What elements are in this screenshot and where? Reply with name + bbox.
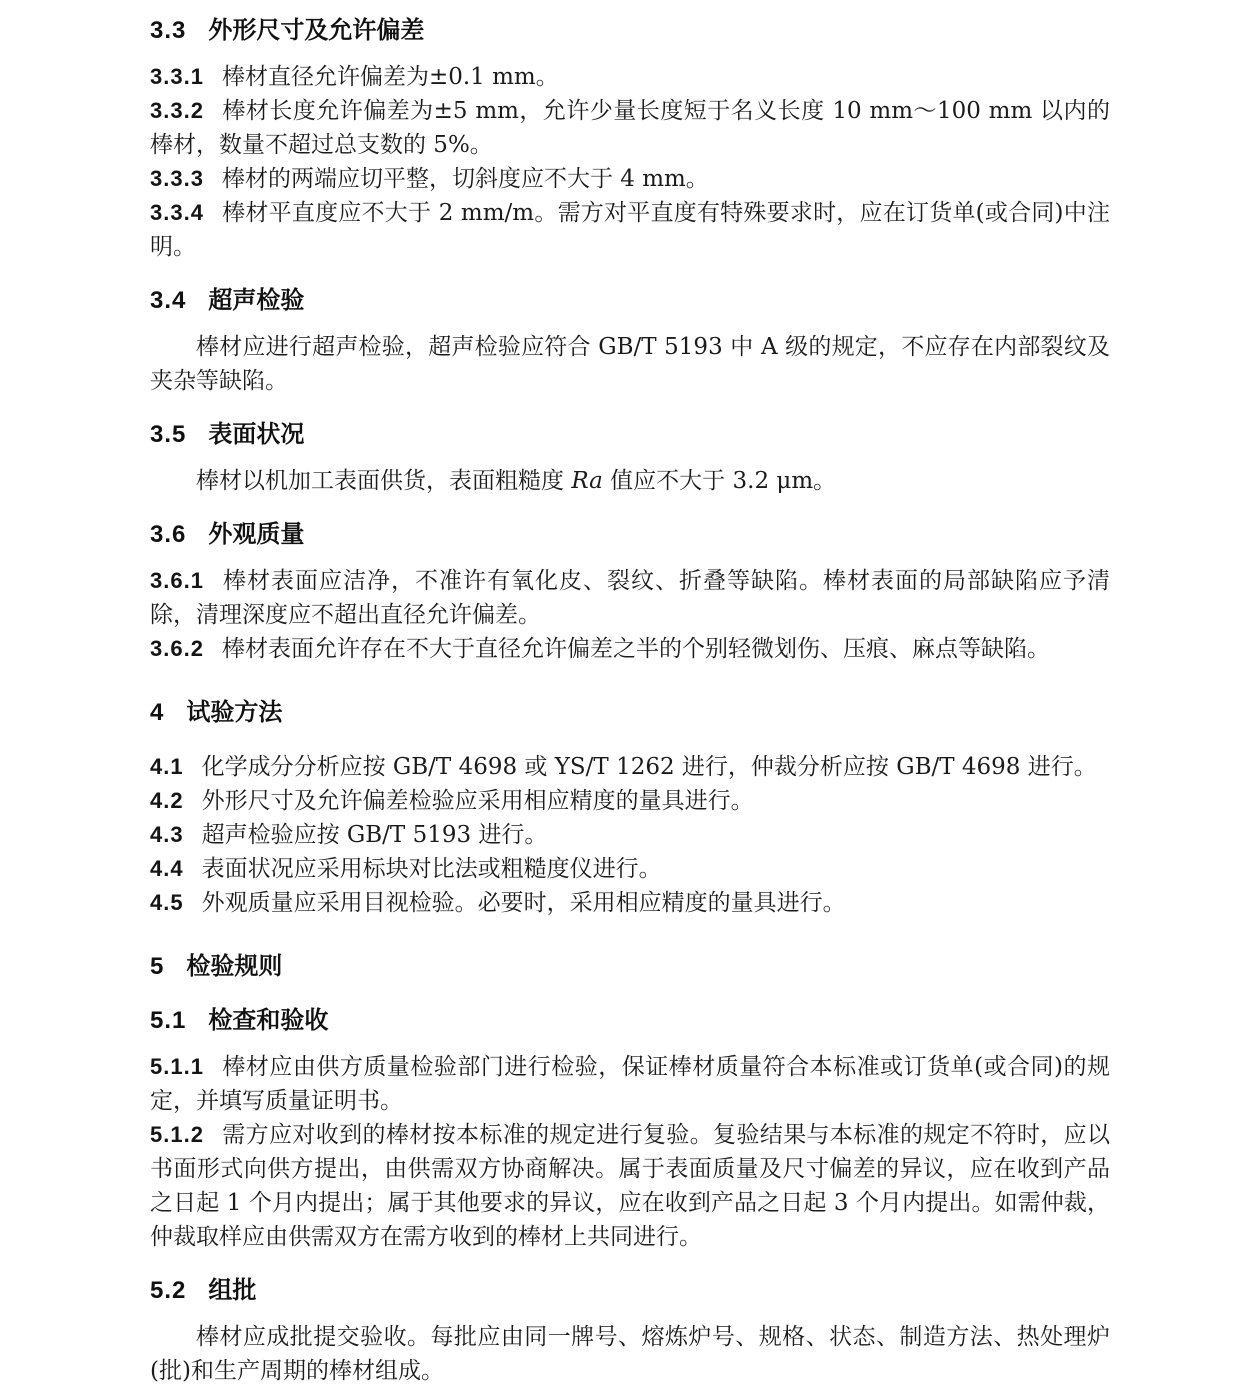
- section-heading-3-5: [150, 418, 1110, 452]
- clause-5-1-2: [150, 1118, 1110, 1254]
- clause-text: 棒材直径允许偏差为±0.1 mm。: [221, 64, 559, 90]
- clause-text: 超声检验应按 GB/T 5193 进行。: [201, 822, 548, 848]
- clause-4-4: [150, 852, 1110, 886]
- clause-number: 3.3.3: [150, 166, 204, 191]
- clause-text: 棒材的两端应切平整，切斜度应不大于 4 mm。: [221, 166, 709, 192]
- clause-number: 5.1.1: [150, 1054, 204, 1079]
- clause-3-3-1: [150, 60, 1110, 94]
- clause-text: 棒材表面应洁净，不准许有氧化皮、裂纹、折叠等缺陷。棒材表面的局部缺陷应予清除，清理深度应不超出直径允许偏差。: [150, 568, 1110, 628]
- section-heading-3-3: [150, 14, 1110, 48]
- clause-number: 4.4: [150, 856, 184, 881]
- section-number: 5.2: [150, 1277, 187, 1304]
- section-number: 3.6: [150, 521, 187, 548]
- clause-4-2: [150, 784, 1110, 818]
- clause-text: 棒材表面允许存在不大于直径允许偏差之半的个别轻微划伤、压痕、麻点等缺陷。: [221, 636, 1050, 662]
- paragraph-3-5: [150, 464, 1110, 498]
- clause-number: 3.6.1: [150, 568, 204, 593]
- chapter-number: 5: [150, 953, 165, 980]
- paragraph-text: 棒材应进行超声检验，超声检验应符合 GB/T 5193 中 A 级的规定，不应存在内部裂纹及夹杂等缺陷。: [150, 334, 1110, 394]
- clause-number: 4.3: [150, 822, 184, 847]
- clause-3-6-1: [150, 564, 1110, 632]
- clause-number: 4.5: [150, 890, 184, 915]
- section-heading-5-2: [150, 1274, 1110, 1308]
- clause-number: 4.2: [150, 788, 184, 813]
- clause-number: 5.1.2: [150, 1122, 204, 1147]
- clause-text: 外形尺寸及允许偏差检验应采用相应精度的量具进行。: [201, 788, 754, 814]
- section-number: 3.5: [150, 421, 187, 448]
- clause-3-6-2: [150, 632, 1110, 666]
- section-title: 表面状况: [208, 421, 305, 448]
- paragraph-text-post: 值应不大于 3.2 μm。: [602, 468, 837, 494]
- section-title: 外观质量: [208, 521, 305, 548]
- clause-text: 需方应对收到的棒材按本标准的规定进行复验。复验结果与本标准的规定不符时，应以书面形式向供方提出，由供需双方协商解决。属于表面质量及尺寸偏差的异议，应在收到产品之日起 1 个月内提出；属于其他要求的异议，应在收到产品之日起 3 个月内提出。如需仲裁，仲裁取样应由供需双方在需方收到的棒材上共同进行。: [150, 1122, 1110, 1250]
- clause-text: 外观质量应采用目视检验。必要时，采用相应精度的量具进行。: [201, 890, 846, 916]
- roughness-symbol: Ra: [571, 468, 603, 494]
- chapter-title: 试验方法: [186, 699, 283, 726]
- section-number: 3.4: [150, 287, 187, 314]
- section-heading-3-6: [150, 518, 1110, 552]
- clause-text: 棒材平直度应不大于 2 mm/m。需方对平直度有特殊要求时，应在订货单(或合同)中注明。: [150, 200, 1110, 260]
- clause-number: 4.1: [150, 754, 184, 779]
- clause-text: 棒材长度允许偏差为±5 mm，允许少量长度短于名义长度 10 mm～100 mm 以内的棒材，数量不超过总支数的 5%。: [150, 98, 1110, 158]
- chapter-heading-5: [150, 950, 1110, 984]
- section-title: 检查和验收: [208, 1007, 329, 1034]
- section-number: 3.3: [150, 17, 187, 44]
- clause-4-5: [150, 886, 1110, 920]
- clause-number: 3.3.2: [150, 98, 204, 123]
- clause-5-1-1: [150, 1050, 1110, 1118]
- section-title: 超声检验: [208, 287, 305, 314]
- paragraph-5-2: [150, 1320, 1110, 1388]
- clause-text: 棒材应由供方质量检验部门进行检验，保证棒材质量符合本标准或订货单(或合同)的规定，并填写质量证明书。: [150, 1054, 1110, 1114]
- paragraph-text-pre: 棒材以机加工表面供货，表面粗糙度: [196, 468, 572, 494]
- section-title: 组批: [208, 1277, 257, 1304]
- chapter-heading-4: [150, 696, 1110, 730]
- section-heading-5-1: [150, 1004, 1110, 1038]
- clause-number: 3.3.1: [150, 64, 204, 89]
- clause-text: 表面状况应采用标块对比法或粗糙度仪进行。: [201, 856, 662, 882]
- clause-3-3-2: [150, 94, 1110, 162]
- clause-4-1: [150, 750, 1110, 784]
- section-number: 5.1: [150, 1007, 187, 1034]
- paragraph-text: 棒材应成批提交验收。每批应由同一牌号、熔炼炉号、规格、状态、制造方法、热处理炉(批)和生产周期的棒材组成。: [150, 1324, 1110, 1384]
- section-heading-3-4: [150, 284, 1110, 318]
- clause-number: 3.6.2: [150, 636, 204, 661]
- clause-3-3-3: [150, 162, 1110, 196]
- clause-number: 3.3.4: [150, 200, 204, 225]
- clause-3-3-4: [150, 196, 1110, 264]
- section-title: 外形尺寸及允许偏差: [208, 17, 425, 44]
- chapter-number: 4: [150, 699, 165, 726]
- clause-text: 化学成分分析应按 GB/T 4698 或 YS/T 1262 进行，仲裁分析应按 GB/T 4698 进行。: [201, 754, 1097, 780]
- chapter-title: 检验规则: [186, 953, 283, 980]
- clause-4-3: [150, 818, 1110, 852]
- paragraph-3-4: [150, 330, 1110, 398]
